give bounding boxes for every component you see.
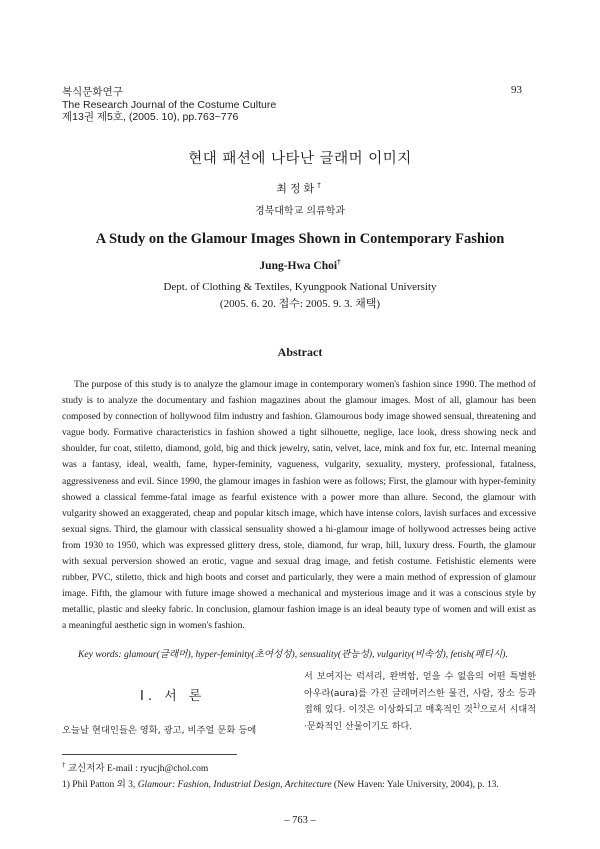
author-mark: †: [317, 181, 324, 190]
affiliation-dept: Dept. of Clothing & Textiles, Kyungpook National University: [163, 281, 437, 293]
journal-volume: 제13권 제5호, (2005. 10), pp.763~776: [62, 111, 239, 123]
journal-header: [62, 86, 276, 124]
footnote-corresponding-author: † 교신저자 E-mail : ryucjh@chol.com: [62, 760, 209, 774]
footnote-ref: 1): [472, 701, 480, 710]
submission-dates: (2005. 6. 20. 접수: 2005. 9. 3. 채택): [219, 298, 381, 310]
author-korean: 최정화†: [276, 181, 324, 195]
author-mark-en: †: [337, 258, 341, 267]
keywords: Key words: glamour(글래머), hyper-feminity(초여성성), sensuality(관능성), vulgarity(비속성), fetish(페티시).: [78, 649, 508, 660]
body-text-left-column: 오늘날 현대인들은 영화, 광고, 비주얼 문화 등에: [62, 725, 257, 736]
page-number-top: 93: [511, 84, 522, 96]
journal-name-ko: 복식문화연구: [62, 86, 123, 98]
title-korean: 현대 패션에 나타난 글래머 이미지: [188, 151, 412, 167]
affiliation-korean: 경북대학교 의류학과: [254, 206, 346, 217]
journal-name-en: The Research Journal of the Costume Culture: [62, 98, 277, 111]
footnote-reference-1: 1) Phil Patton 외 3, Glamour: Fashion, Industrial Design, Architecture (New Haven: Yale University, 2004), p. 13.: [62, 780, 499, 790]
body-text-right-column: 서 보여지는 럭셔리, 완벽함, 얻을 수 없음의 어떤 특별한 아우라(aura)를 가진 글래머러스한 물건, 사람, 장소 등과 접해 있다. 이것은 이상화되고 매혹적인 것$^{1)}$으로서 시대적·문화적인 산물이기도 하다.: [304, 672, 536, 732]
footnote-divider: [62, 754, 237, 755]
affiliation-english: [0, 279, 600, 313]
abstract-heading: Abstract: [277, 345, 323, 359]
title-english: A Study on the Glamour Images Shown in Contemporary Fashion: [95, 231, 505, 247]
section-heading-introduction: Ⅰ. 서 론: [140, 689, 206, 704]
abstract-text: The purpose of this study is to analyze the glamour image in contemporary women's fashion since 1990. The method of study is to analyze the documentary and fashion magazines about the glamour images. Most of all, glamour has been composed by connection of hollywood film industry and fashion. Glamourous body image showed sensual, threatening and vague body. Formative characteristics in fashion showed a tight silhouette, neglige, lace look, dress showing neck and shoulder, fur coat, stiletto, diamond, gold, big and thick jewelry, satin, velvet, lace, mink and fox fur, etc. Internal meaning was a fantasy, ideal, wealth, fame, hyper-feminity, vagueness, vulgarity, sexuality, mystery, professional, fatalness, aggressiveness and evil. Since 1990, the glamour images in fashion were as follows; First, the glamour with hyper-feminity showed a classical femme-fatal image as fearful existence with a power more than allure. Second, the glamour with vulgarity showed an exaggerated, cheap and popular kitsch image, which have intense colors, lavish surfaces and excessive sexual signs. Third, the glamour with classical sensuality showed a hi-glamour image of hollywood actresses being active from 1930 to 1950, which was expressed glittery dress, stole, diamond, fur wrap, hill, luxury dress. Fourth, the glamour with sexual perversion showed an erotic, vague and sexual drag image, and fetish costume. Fetishistic elements were rubber, PVC, stiletto, thick and high boots and corset and particularly, they were a main method of expression of glamour image. Fifth, the glamour with future image showed a mechanical and mysterious image and it was a conscious style by metallic, plastic and sleeky fabric. In conclusion, glamour fashion image is an ideal beauty type of women and will exist as a meaningful aesthetic sign in women's fashion.: [62, 379, 536, 632]
page-number-bottom: – 763 –: [284, 815, 316, 826]
author-english: Jung-Hwa Choi†: [259, 258, 341, 272]
